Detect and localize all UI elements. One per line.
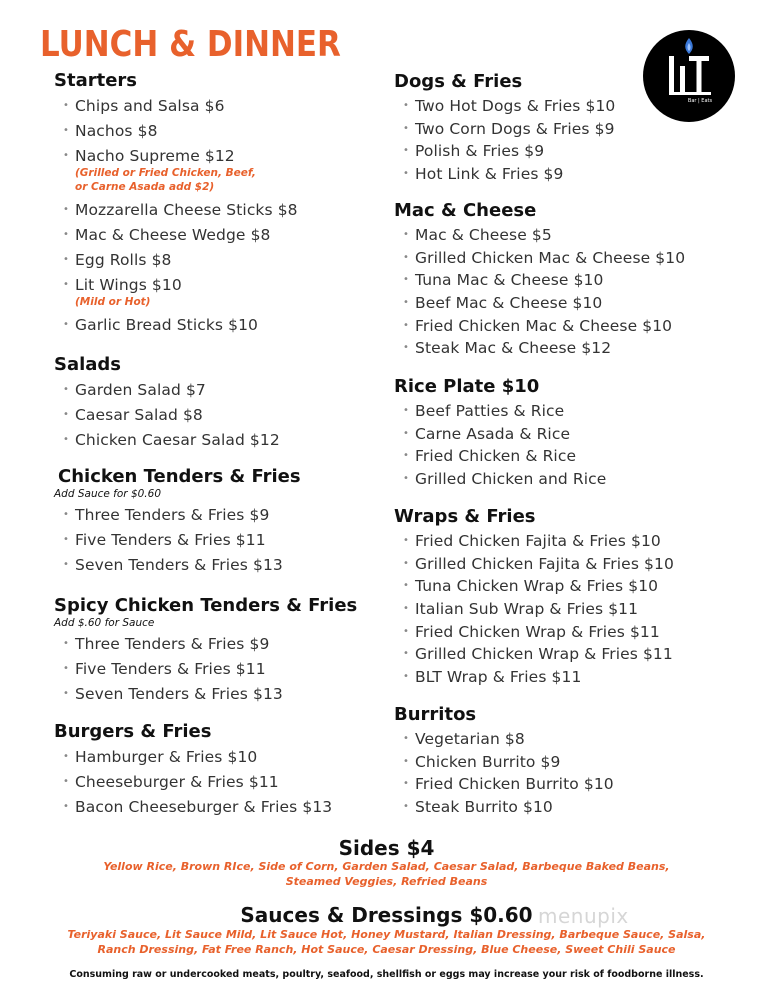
bullet-icon: • xyxy=(403,319,409,331)
item-note: (Grilled or Fried Chicken, Beef, xyxy=(75,167,256,179)
bullet-icon: • xyxy=(63,319,69,330)
menu-item: • Five Tenders & Fries $11 xyxy=(63,660,266,678)
section-note: Add Sauce for $0.60 xyxy=(54,488,162,500)
section-title: Wraps & Fries xyxy=(394,506,536,527)
menu-item: • Cheeseburger & Fries $11 xyxy=(63,773,279,791)
bullet-icon: • xyxy=(403,405,409,416)
bullet-icon: • xyxy=(63,801,69,812)
bullet-icon: • xyxy=(63,150,69,161)
bullet-icon: • xyxy=(63,751,69,762)
bullet-icon: • xyxy=(63,384,69,395)
sauces-title: Sauces & Dressings $0.60 xyxy=(240,903,533,927)
menu-item: • Grilled Chicken Wrap & Fries $11 xyxy=(403,645,673,664)
bullet-icon: • xyxy=(63,559,69,570)
sides-line: Steamed Veggies, Refried Beans xyxy=(285,875,488,888)
bullet-icon: • xyxy=(403,342,409,354)
bullet-icon: • xyxy=(63,663,69,674)
sauces-line: Ranch Dressing, Fat Free Ranch, Hot Sauce, Caesar Dressing, Blue Cheese, Sweet Chili Sauce xyxy=(97,943,676,956)
menu-item: • Fried Chicken Mac & Cheese $10 xyxy=(403,316,673,335)
menu-item: • Grilled Chicken Mac & Cheese $10 xyxy=(403,248,686,267)
menu-item: • Two Corn Dogs & Fries $9 xyxy=(403,119,615,138)
menu-item: • Beef Patties & Rice xyxy=(403,402,565,420)
section-title: Burgers & Fries xyxy=(54,721,212,742)
sides-list xyxy=(40,859,733,889)
bullet-icon: • xyxy=(403,755,409,767)
section-chicken-tenders xyxy=(54,466,301,580)
menu-item: • Polish & Fries $9 xyxy=(403,142,545,161)
logo-tagline: Bar | Eats xyxy=(687,98,713,104)
menu-item: • Steak Mac & Cheese $12 xyxy=(403,339,612,358)
bullet-icon: • xyxy=(403,557,409,569)
menu-item: • Fried Chicken & Rice xyxy=(403,447,577,466)
bullet-icon: • xyxy=(403,251,409,263)
menu-item: • Egg Rolls $8 xyxy=(63,251,172,269)
bullet-icon: • xyxy=(403,778,409,790)
menu-item: • Fried Chicken Wrap & Fries $11 xyxy=(403,622,660,641)
menu-item: • Chicken Caesar Salad $12 xyxy=(63,431,280,449)
bullet-icon: • xyxy=(63,409,69,420)
menu-item: • Steak Burrito $10 xyxy=(403,798,553,817)
bullet-icon: • xyxy=(63,279,69,290)
menu-item: • Garlic Bread Sticks $10 xyxy=(63,316,259,334)
bullet-icon: • xyxy=(403,671,409,683)
section-burritos xyxy=(394,704,614,820)
bullet-icon: • xyxy=(403,100,409,111)
bullet-icon: • xyxy=(63,638,69,649)
section-dogs xyxy=(394,71,615,187)
menu-item: • Grilled Chicken and Rice xyxy=(403,470,607,489)
menu-item: • Garden Salad $7 xyxy=(63,381,206,399)
bullet-icon: • xyxy=(403,229,409,240)
menu-item: • Seven Tenders & Fries $13 xyxy=(63,685,283,703)
item-note: or Carne Asada add $2) xyxy=(75,181,215,193)
menu-item: • Hot Link & Fries $9 xyxy=(403,165,564,184)
menu-item: • Hamburger & Fries $10 xyxy=(63,748,258,766)
bullet-icon: • xyxy=(403,603,409,615)
sides-title: Sides $4 xyxy=(338,836,435,860)
menu-item: • Bacon Cheeseburger & Fries $13 xyxy=(63,798,333,816)
bullet-icon: • xyxy=(63,100,69,111)
page-title: LUNCH & DINNER xyxy=(40,24,341,65)
section-spicy-chicken-tenders xyxy=(54,595,357,709)
section-title: Dogs & Fries xyxy=(394,71,523,92)
menu-item: • Five Tenders & Fries $11 xyxy=(63,531,266,549)
bullet-icon: • xyxy=(403,733,409,744)
section-burgers xyxy=(54,721,332,822)
bullet-icon: • xyxy=(403,801,409,813)
bullet-icon: • xyxy=(403,450,409,462)
bullet-icon: • xyxy=(63,254,69,265)
section-rice-plate xyxy=(394,376,606,492)
section-starters xyxy=(54,70,298,340)
menu-item: • Tuna Chicken Wrap & Fries $10 xyxy=(403,577,659,596)
bullet-icon: • xyxy=(63,776,69,787)
logo xyxy=(643,30,735,122)
menu-item: • BLT Wrap & Fries $11 xyxy=(403,668,582,687)
bullet-icon: • xyxy=(403,535,409,546)
menu-item: • Nacho Supreme $12 (Grilled or Fried Chicken, Beef, or Carne Asada add $2) xyxy=(54,146,298,200)
menu-item: • Nachos $8 xyxy=(63,122,158,140)
menu-item: • Mozzarella Cheese Sticks $8 xyxy=(63,201,298,219)
menu-item: • Fried Chicken Fajita & Fries $10 xyxy=(403,532,661,550)
sauces-line: Teriyaki Sauce, Lit Sauce Mild, Lit Sauce Hot, Honey Mustard, Italian Dressing, Barbeque Sauce, Salsa, xyxy=(67,928,706,941)
menu-item: • Carne Asada & Rice xyxy=(403,424,571,443)
menu-item: • Vegetarian $8 xyxy=(403,730,525,748)
bullet-icon: • xyxy=(403,580,409,592)
bullet-icon: • xyxy=(63,204,69,215)
bullet-icon: • xyxy=(403,274,409,286)
section-title: Chicken Tenders & Fries xyxy=(58,466,301,487)
bullet-icon: • xyxy=(403,168,409,180)
menu-item: • Mac & Cheese $5 xyxy=(403,226,552,244)
menu-item: • Three Tenders & Fries $9 xyxy=(63,635,270,653)
bullet-icon: • xyxy=(63,229,69,240)
menu-item: • Two Hot Dogs & Fries $10 xyxy=(403,97,616,115)
section-title: Burritos xyxy=(394,704,477,725)
menu-item: • Mac & Cheese Wedge $8 xyxy=(63,226,271,244)
sauces-list xyxy=(40,927,733,957)
menu-item: • Chicken Burrito $9 xyxy=(403,752,561,771)
section-title: Rice Plate $10 xyxy=(394,376,540,397)
section-salads xyxy=(54,354,280,455)
section-note: Add $.60 for Sauce xyxy=(54,617,155,629)
menu-item: • Caesar Salad $8 xyxy=(63,406,203,424)
disclaimer: Consuming raw or undercooked meats, poultry, seafood, shellfish or eggs may increase your risk of foodborne illness. xyxy=(69,969,704,980)
menu-item: • Fried Chicken Burrito $10 xyxy=(403,775,614,794)
menu-item: • Seven Tenders & Fries $13 xyxy=(63,556,283,574)
bullet-icon: • xyxy=(403,473,409,485)
bullet-icon: • xyxy=(403,145,409,157)
menu-item: • Lit Wings $10 (Mild or Hot) xyxy=(54,275,298,315)
menu-item: • Chips and Salsa $6 xyxy=(63,97,225,115)
menu-item: • Grilled Chicken Fajita & Fries $10 xyxy=(403,554,674,573)
section-title: Mac & Cheese xyxy=(394,200,537,221)
bullet-icon: • xyxy=(63,688,69,699)
watermark: menupix xyxy=(538,904,629,928)
bullet-icon: • xyxy=(403,427,409,439)
item-note: (Mild or Hot) xyxy=(75,296,151,308)
bullet-icon: • xyxy=(63,534,69,545)
section-title: Spicy Chicken Tenders & Fries xyxy=(54,595,358,616)
bullet-icon: • xyxy=(403,122,409,134)
section-title: Salads xyxy=(54,354,122,375)
menu-item: • Tuna Mac & Cheese $10 xyxy=(403,271,604,290)
bullet-icon: • xyxy=(63,509,69,520)
section-title: Starters xyxy=(54,70,137,91)
bullet-icon: • xyxy=(63,125,69,136)
lit-logo-graphic xyxy=(643,30,735,122)
menu-item: • Italian Sub Wrap & Fries $11 xyxy=(403,600,639,619)
section-mac-and-cheese xyxy=(394,200,685,361)
bullet-icon: • xyxy=(63,434,69,445)
bullet-icon: • xyxy=(403,625,409,637)
menu-item: • Three Tenders & Fries $9 xyxy=(63,506,270,524)
section-wraps xyxy=(394,506,674,690)
menu-item: • Beef Mac & Cheese $10 xyxy=(403,294,603,313)
bullet-icon: • xyxy=(403,648,409,660)
sides-line: Yellow Rice, Brown RIce, Side of Corn, Garden Salad, Caesar Salad, Barbeque Baked Beans, xyxy=(103,860,670,873)
bullet-icon: • xyxy=(403,297,409,309)
